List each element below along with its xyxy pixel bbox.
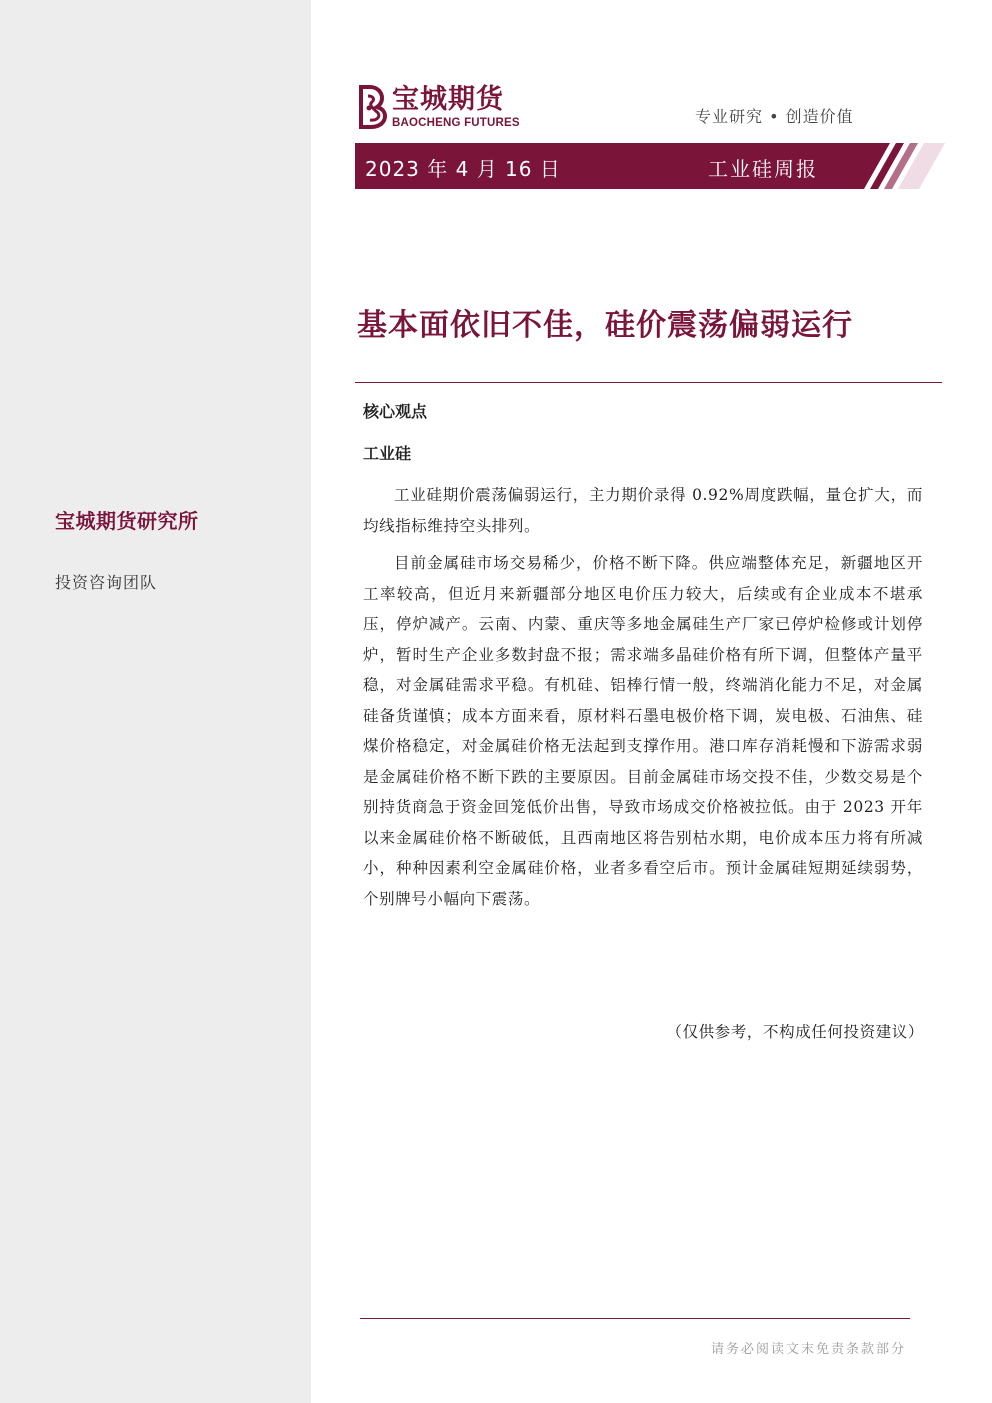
slogan: 专业研究 • 创造价值 bbox=[695, 107, 854, 126]
paragraph-analysis: 目前金属硅市场交易稀少，价格不断下降。供应端整体充足，新疆地区开工率较高，但近月来新疆部分地区电价压力较大，后续或有企业成本不堪承压，停炉减产。云南、内蒙、重庆等多地金属硅生产厂家已停炉检修或计划停炉，暂时生产企业多数封盘不报；需求端多晶硅价格有所下调，但整体产量平稳，对金属硅需求平稳。有机硅、铝棒行情一般，终端消化能力不足，对金属硅备货谨慎；成本方面来看，原材料石墨电极价格下调，炭电极、石油焦、硅煤价格稳定，对金属硅价格无法起到支撑作用。港口库存消耗慢和下游需求弱是金属硅价格不断下跌的主要原因。目前金属硅市场交投不佳，少数交易是个别持货商急于资金回笼低价出售，导致市场成交价格被拉低。由于 2023 开年以来金属硅价格不断破低，且西南地区将告别枯水期，电价成本压力将有所减小，种种因素利空金属硅价格，业者多看空后市。预计金属硅短期延续弱势，个别牌号小幅向下震荡。 bbox=[363, 554, 923, 908]
divider-top bbox=[355, 382, 942, 383]
company-logo bbox=[357, 84, 527, 132]
report-headline: 基本面依旧不佳，硅价震荡偏弱运行 bbox=[357, 308, 853, 343]
report-type: 工业硅周报 bbox=[708, 157, 818, 181]
report-date: 2023 年 4 月 16 日 bbox=[365, 157, 561, 181]
report-banner bbox=[355, 143, 945, 189]
baocheng-logo-icon bbox=[357, 84, 387, 130]
logo-name-en: BAOCHENG FUTURES bbox=[392, 117, 520, 129]
subsection-title: 工业硅 bbox=[363, 444, 412, 463]
logo-name-cn: 宝城期货 bbox=[392, 84, 504, 115]
sidebar-team-name: 投资咨询团队 bbox=[55, 573, 158, 592]
section-title: 核心观点 bbox=[363, 402, 428, 421]
footer-notice: 请务必阅读文末免责条款部分 bbox=[710, 1342, 906, 1357]
paragraph-summary: 工业硅期价震荡偏弱运行，主力期价录得 0.92%周度跌幅，量仓扩大，而均线指标维持空头排列。 bbox=[363, 486, 923, 535]
sidebar-org-name: 宝城期货研究所 bbox=[55, 509, 199, 533]
left-sidebar bbox=[0, 0, 311, 1403]
disclaimer-note: （仅供参考，不构成任何投资建议） bbox=[666, 1023, 924, 1041]
divider-bottom bbox=[360, 1318, 910, 1319]
